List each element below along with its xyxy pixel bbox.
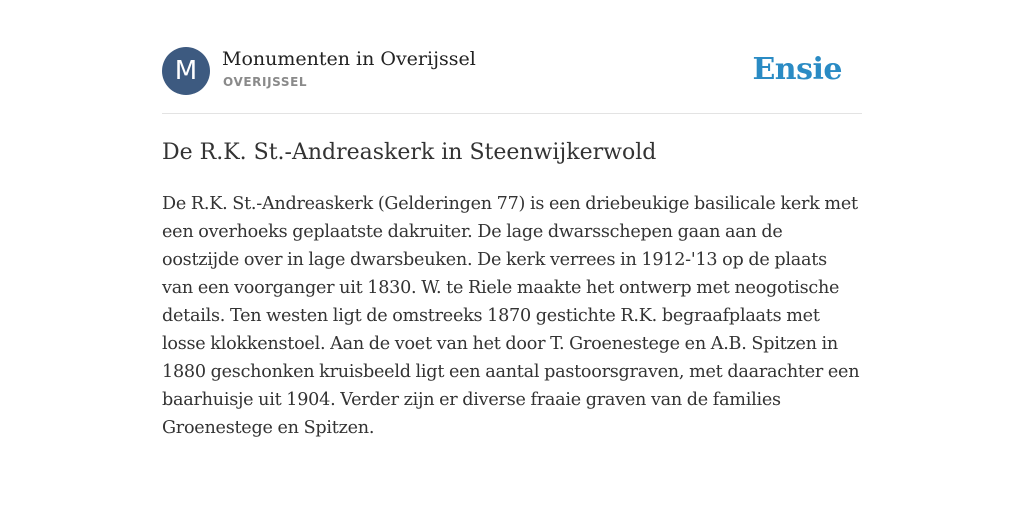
article-body: De R.K. St.-Andreaskerk (Gelderingen 77) is een driebeukige basilicale kerk met een overhoeks geplaatste dakruiter. De lage dwarsschepen gaan aan de oostzijde over in lage dwarsbeuken. De kerk verrees in 1912-'13 op de plaats van een voorganger uit 1830. W. te Riele maakte het ontwerp met neogotische details. Ten westen ligt de omstreeks 1870 gestichte R.K. begraafplaats met losse klokkenstoel. Aan de voet van het door T. Groenestege en A.B. Spitzen in 1880 geschonken kruisbeeld ligt een aantal pastoorsgraven, met daarachter een baarhuisje uit 1904. Verder zijn er diverse fraaie graven van de families Groenestege en Spitzen. — [162, 194, 860, 438]
region-label: OVERIJSSEL — [223, 75, 308, 89]
header-divider — [162, 113, 862, 114]
article-title: De R.K. St.-Andreaskerk in Steenwijkerwold — [162, 140, 657, 165]
avatar[interactable]: M — [162, 47, 210, 95]
header — [162, 46, 862, 96]
brand-logo[interactable]: Ensie — [752, 52, 842, 87]
book-title-link[interactable]: Monumenten in Overijssel — [222, 48, 476, 70]
